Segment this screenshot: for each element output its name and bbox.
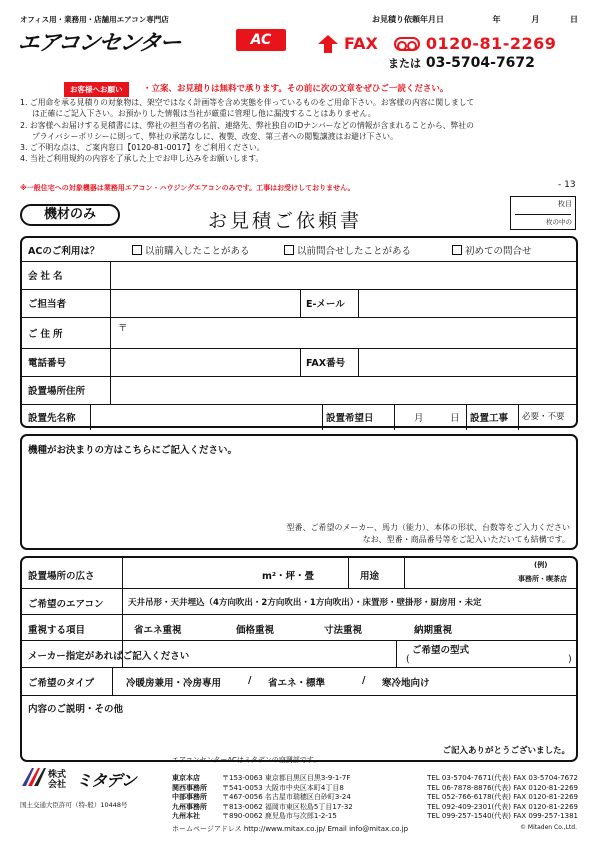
usage-option-first[interactable]: 初めての問合せ xyxy=(452,243,532,257)
company-prefix: 株式 会社 xyxy=(48,770,67,790)
alt-fax-number: 03-5704-7672 xyxy=(425,55,535,71)
notice-item: プライバシーポリシーに則って、弊社の承諾なしに、複製、改変、第三者への閲覧譲渡はお避け下さい。 xyxy=(32,131,398,141)
customer-info-box xyxy=(20,236,578,428)
purpose-example-2: 事務所・喫茶店 xyxy=(518,575,567,583)
footer-intro: エアコンセンターACはミタデンの空調部です。 xyxy=(172,756,321,764)
type-option-heat-cool[interactable]: 冷暖房兼用・冷房専用 xyxy=(126,678,222,689)
request-date-line xyxy=(372,14,578,25)
arrow-up-icon xyxy=(318,35,338,53)
request-date-label: お見積り依頼年月日 xyxy=(372,15,444,24)
area-label: 設置場所の広さ xyxy=(28,571,95,582)
usage-question: ACのご利用は？ xyxy=(28,246,100,257)
form-title: お見積ご依頼書 xyxy=(208,210,363,232)
alt-prefix: または xyxy=(388,57,421,70)
model-heading: 機種がお決まりの方はこちらにご記入ください。 xyxy=(28,445,238,456)
model-hint-2: なお、型番・商品番号等をご記入いただいても結構です。 xyxy=(362,535,570,544)
license-number: 国土交通大臣許可（特-般）10448号 xyxy=(20,801,128,809)
site-address-label: 設置場所住所 xyxy=(28,386,86,397)
aircon-center-logo: エアコンセンター xyxy=(16,31,182,56)
office-row: 東京本店 〒153-0063 東京都目黒区目黒3-9-1-7F TEL 03-5704-7671(代表) FAX 03-5704-7672 xyxy=(172,774,578,783)
purpose-label: 用途 xyxy=(360,571,380,582)
paren-open: ( xyxy=(406,654,410,665)
sheet-of-label: 枚の中の xyxy=(546,218,572,226)
email-label: E-メール xyxy=(306,299,345,310)
details-box xyxy=(20,556,578,762)
fax-number: 0120-81-2269 xyxy=(425,34,557,53)
aircon-type-options[interactable]: 天井吊形・天井埋込（4方向吹出・2方向吹出・1方向吹出）・床置形・壁掛形・厨房用・未定 xyxy=(128,598,482,608)
notice-list xyxy=(20,97,580,165)
office-row: 関西事務所 〒541-0053 大阪市中央区本町4丁目8 TEL 06-7878-8876(代表) FAX 0120-81-2269 xyxy=(172,783,578,792)
sheet-label: 枚目 xyxy=(558,200,572,208)
type-label: ご希望のタイプ xyxy=(28,678,95,689)
residential-warning: ※一般住宅への対象機器は業務用エアコン・ハウジングエアコンのみです。工事はお受けしておりません。 xyxy=(20,184,355,192)
notice-headline: ・立案、お見積りは無料で承ります。その前に次の文章をぜひご一読ください。 xyxy=(143,84,449,94)
notice-item: 4. 当社ご利用規約の内容を了承した上でお申し込みをお願いします。 xyxy=(20,154,264,164)
model-box[interactable] xyxy=(20,434,578,550)
date-month: 月 xyxy=(531,15,540,24)
mitaden-logo-icon xyxy=(20,766,46,788)
priority-label: 重視する項目 xyxy=(28,625,86,636)
date-year: 年 xyxy=(492,15,501,24)
usage-option-inquired[interactable]: 以前問合せしたことがある xyxy=(284,243,411,257)
priority-energy[interactable]: 省エネ重視 xyxy=(134,625,182,636)
area-units[interactable]: m²・坪・畳 xyxy=(262,571,315,582)
desired-day: 日 xyxy=(450,413,460,424)
address-label: ご住所 xyxy=(28,329,66,340)
fax-label: FAX xyxy=(344,34,378,53)
company-label: 会社名 xyxy=(28,271,66,282)
notice-item: は正確にご記入下さい。お預かりした情報は当社が厳重に管理し他に漏洩することはありません。 xyxy=(32,109,376,119)
notice-item: 3. ご不明な点は、ご案内窓口【0120-81-0017】をご利用ください。 xyxy=(20,143,265,153)
office-row: 九州事務所 〒813-0062 福岡市東区松島5丁目17-32 TEL 092-409-2301(代表) FAX 0120-81-2269 xyxy=(172,802,578,811)
sheet-count-box[interactable] xyxy=(510,196,576,230)
website-address[interactable]: ホームページアドレス http://www.mitax.co.jp/ Email info@mitax.co.jp xyxy=(172,825,409,833)
office-row: 中部事務所 〒467-0056 名古屋市瑞穂区白砂町3-24 TEL 052-766-6178(代表) FAX 0120-81-2269 xyxy=(172,793,578,802)
office-list xyxy=(172,765,578,821)
aircon-type-label: ご希望のエアコン xyxy=(28,599,104,610)
site-name-label: 設置先名称 xyxy=(28,413,76,424)
page-number: - 13 xyxy=(558,180,576,190)
desired-date-label: 設置希望日 xyxy=(326,413,374,424)
type-sep: / xyxy=(248,675,252,686)
model-label: ご希望の型式 xyxy=(412,645,470,656)
mitaden-logo: ミタデン xyxy=(76,771,136,790)
usage-option-purchased[interactable]: 以前購入したことがある xyxy=(132,243,250,257)
checkbox[interactable] xyxy=(452,245,462,255)
priority-size[interactable]: 寸法重視 xyxy=(324,625,363,636)
paren-close: ) xyxy=(568,654,572,665)
date-day: 日 xyxy=(569,15,578,24)
thanks-text: ご記入ありがとうございました。 xyxy=(442,746,570,756)
notice-tag: お客様へお願い xyxy=(64,82,129,97)
person-label: ご担当者 xyxy=(28,299,67,310)
postal-mark: 〒 xyxy=(118,323,128,334)
ac-logo: AC xyxy=(236,29,286,51)
notice-item: 1. ご用命を承る見積りの対象物は、架空ではなく計画等を含め実態を伴っているものをご用命下さい。お客様の内容に関しまして xyxy=(20,98,475,107)
equipment-only-tag: 機材のみ xyxy=(20,204,120,226)
phone-label: 電話番号 xyxy=(28,358,67,369)
priority-delivery[interactable]: 納期重視 xyxy=(414,625,453,636)
desired-month: 月 xyxy=(414,413,424,424)
purpose-example-1: (例) xyxy=(534,561,548,569)
fax-label-field: FAX番号 xyxy=(306,358,346,369)
maker-label: メーカー指定があればご記入ください xyxy=(28,651,190,662)
work-label: 設置工事 xyxy=(470,413,509,424)
copyright: © Mitaden Co.,Ltd. xyxy=(520,824,577,831)
checkbox[interactable] xyxy=(132,245,142,255)
description-label: 内容のご説明・その他 xyxy=(28,704,124,715)
type-option-cold[interactable]: 寒冷地向け xyxy=(382,678,430,689)
model-hint-1: 型番、ご希望のメーカー、馬力（能力）、本体の形状、台数等をご入力ください xyxy=(286,523,570,532)
notice-item: 2. お客様へお届けする見積書には、弊社の担当者の名前、連絡先、弊社独自のIDナンバーなどの情報が含まれることから、弊社の xyxy=(20,120,474,130)
office-row: 九州本社 〒890-0062 鹿児島市与次郎1-2-15 TEL 099-257-1540(代表) FAX 099-257-1381 xyxy=(172,812,578,821)
priority-price[interactable]: 価格重視 xyxy=(236,625,275,636)
type-sep: / xyxy=(362,675,366,686)
store-tagline: オフィス用・業務用・店舗用エアコン専門店 xyxy=(20,15,169,24)
alt-fax-row xyxy=(388,55,535,71)
freedial-icon xyxy=(394,37,420,51)
type-option-eco[interactable]: 省エネ・標準 xyxy=(268,678,326,689)
checkbox[interactable] xyxy=(284,245,294,255)
work-option[interactable]: 必要・不要 xyxy=(522,412,565,422)
fax-row xyxy=(318,34,556,53)
